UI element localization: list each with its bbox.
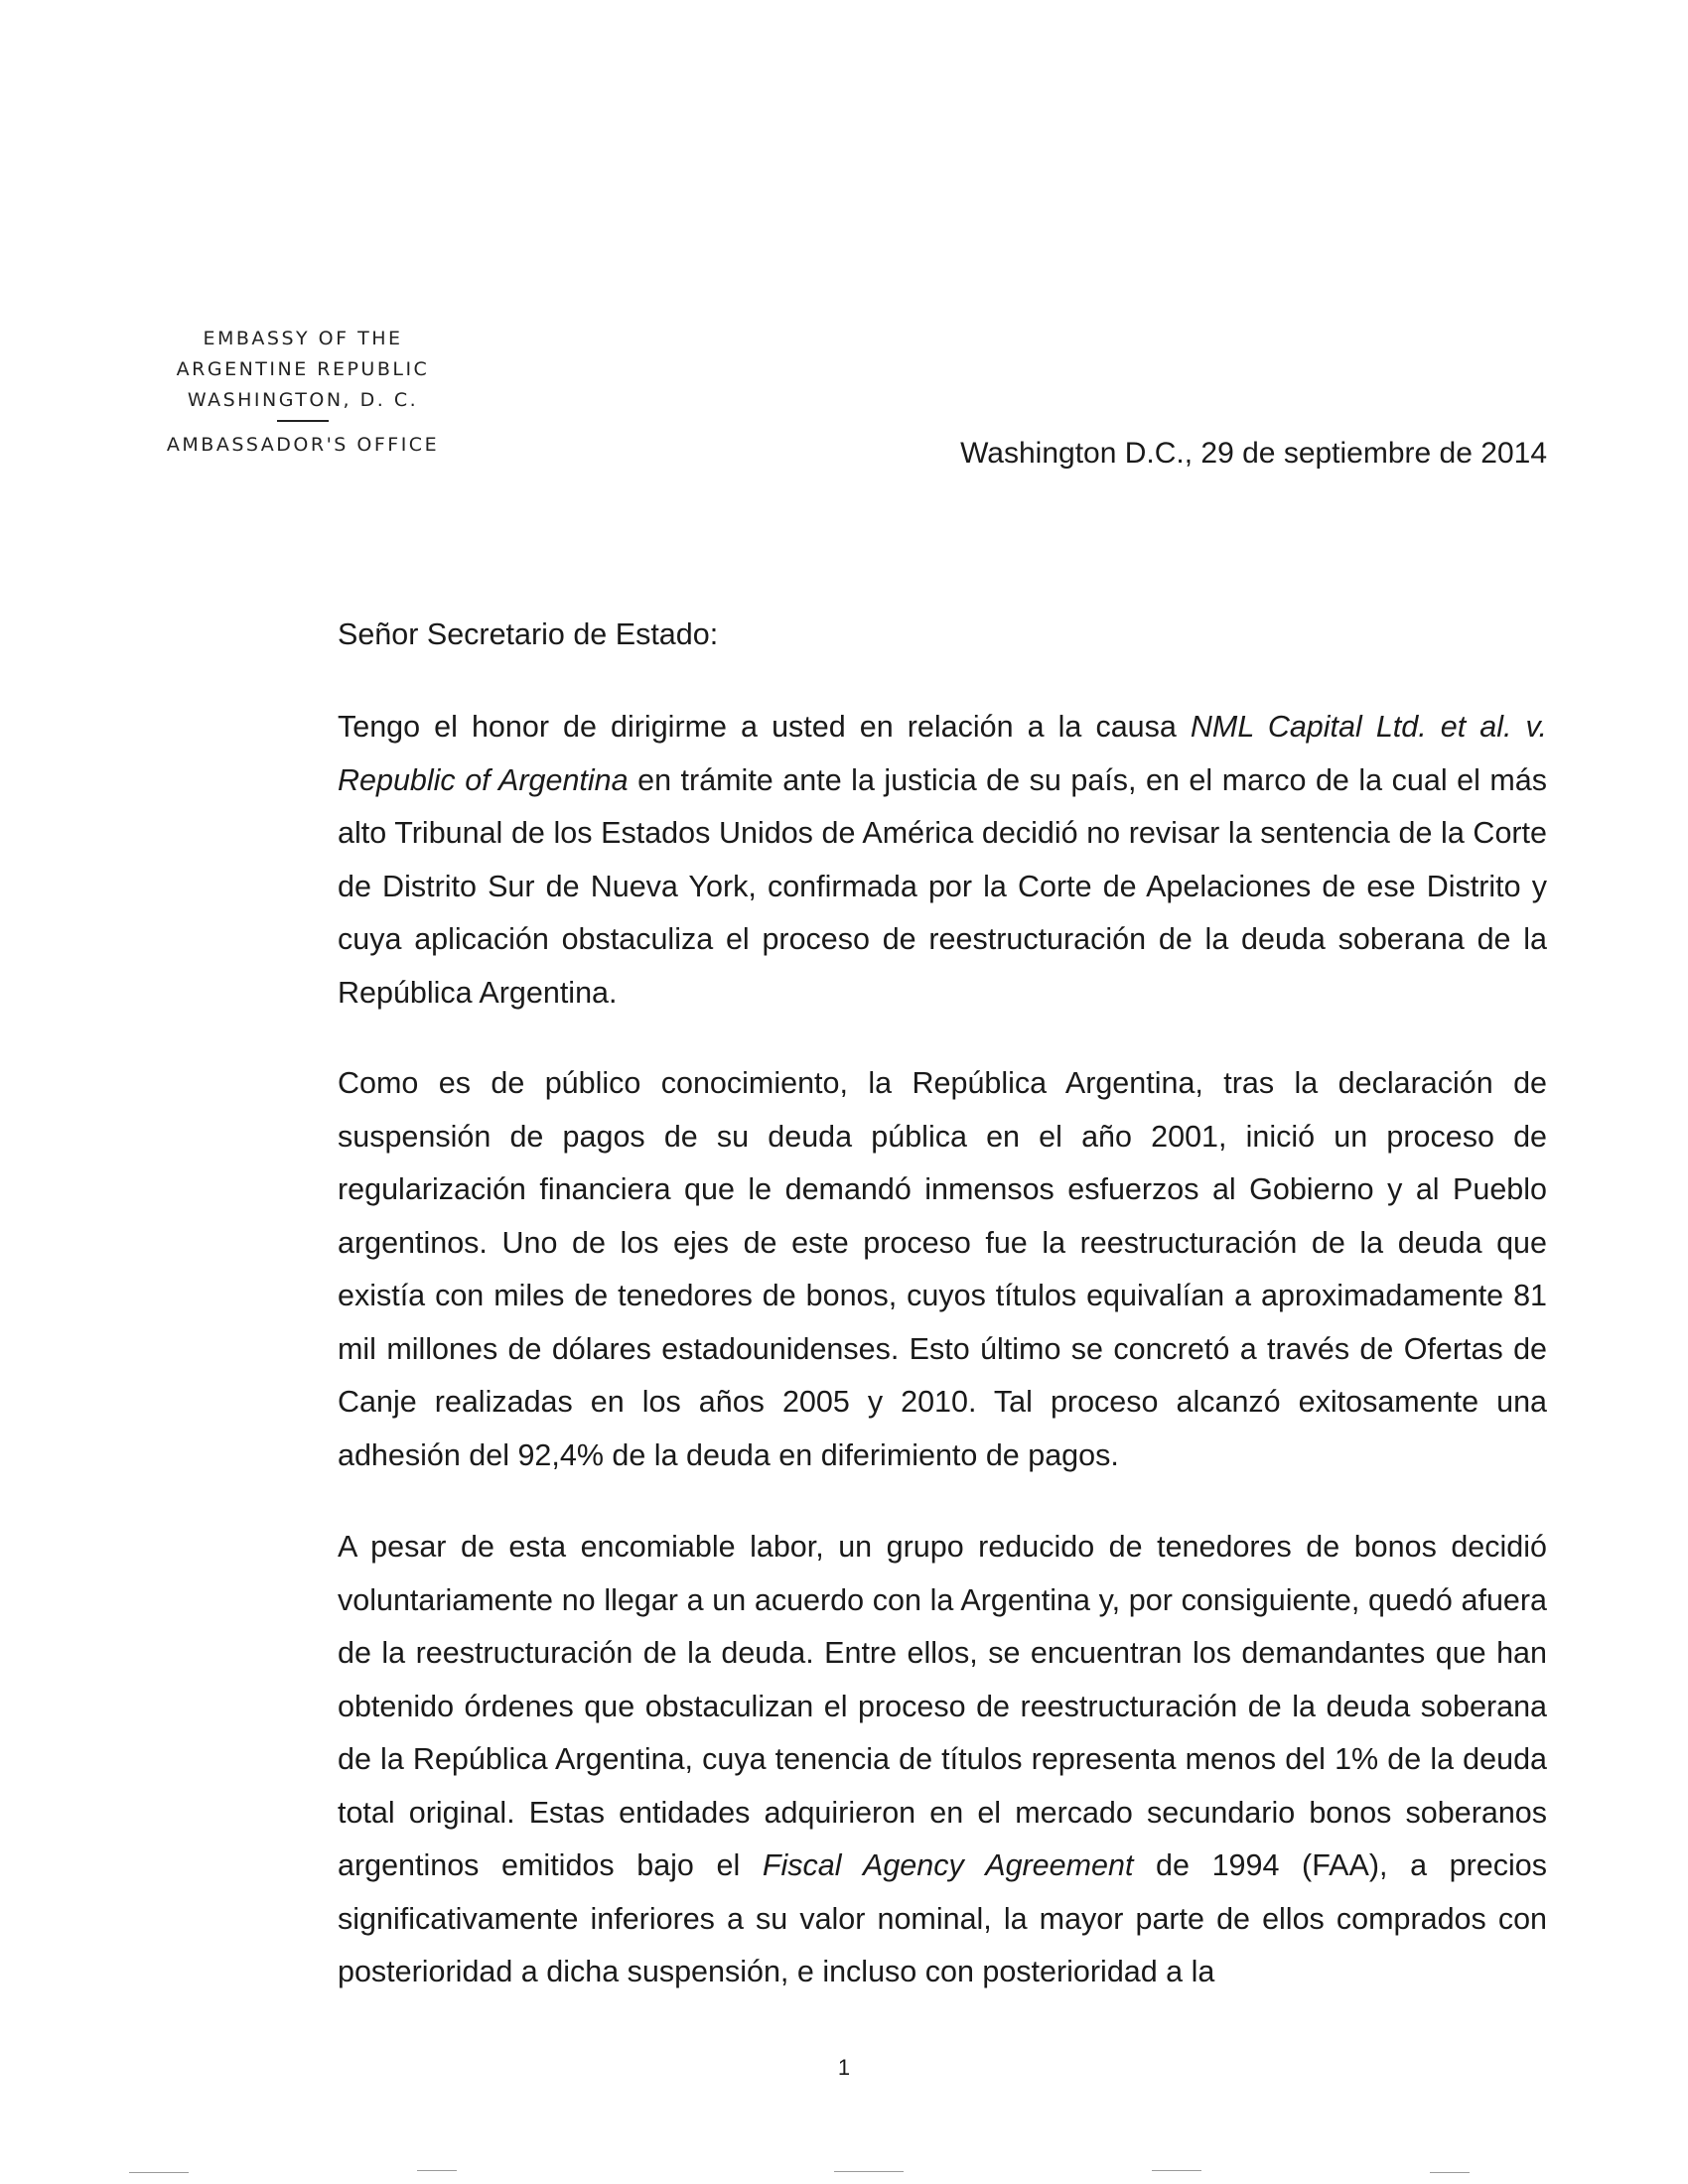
paragraph-1 — [338, 701, 1547, 1020]
scan-artifact — [1430, 2172, 1470, 2173]
letterhead-country: ARGENTINE REPUBLIC — [176, 358, 430, 380]
paragraph-2: Como es de público conocimiento, la República Argentina, tras la declaración de suspensión de pagos de su deuda pública en el año 2001, inició un proceso de regularización financiera que le demandó inmensos esfuerzos al Gobierno y al Pueblo argentinos. Uno de los ejes de este proceso fue la reestructuración de la deuda que existía con miles de tenedores de bonos, cuyos títulos equivalían a aproximadamente 81 mil millones de dólares estadounidenses. Esto último se concretó a través de Ofertas de Canje realizadas en los años 2005 y 2010. Tal proceso alcanzó exitosamente una adhesión del 92,4% de la deuda en diferimiento de pagos. — [338, 1066, 1547, 1472]
letterhead-office: AMBASSADOR'S OFFICE — [166, 434, 440, 456]
letterhead-embassy: EMBASSY OF THE — [203, 328, 403, 349]
letterhead-city: WASHINGTON, D. C. — [187, 389, 419, 411]
agreement-name: Fiscal Agency Agreement — [762, 1848, 1134, 1882]
case-name: NML Capital Ltd. et al. v. Republic of Argentina — [338, 710, 1548, 797]
scan-artifact — [834, 2171, 904, 2172]
paragraph-3-intro: A pesar de esta encomiable labor, un grupo reducido de tenedores de bonos decidió voluntariamente no llegar a un acuerdo con la Argentina y, por consiguiente, quedó afuera de la reestructuración de la deuda. Entre ellos, se encuentran los demandantes que han obtenido órdenes que obstaculizan el proceso de reestructuración de la deuda soberana de la República Argentina, cuya tenencia de títulos representa menos del 1% de la deuda total original. Estas entidades adquirieron en el mercado secundario bonos soberanos argentinos emitidos bajo el — [338, 1530, 1547, 1882]
page-number: 1 — [837, 2055, 851, 2080]
scan-artifact — [417, 2170, 457, 2171]
scan-artifact — [129, 2172, 189, 2173]
paragraph-3 — [338, 1521, 1547, 1999]
letterhead — [139, 324, 467, 458]
salutation: Señor Secretario de Estado: — [338, 617, 719, 651]
paragraph-1-rest: en trámite ante la justicia de su país, en el marco de la cual el más alto Tribunal de los Estados Unidos de América decidió no revisar la sentencia de la Corte de Distrito Sur de Nueva York, confirmada por la Corte de Apelaciones de ese Distrito y cuya aplicación obstaculiza el proceso de reestructuración de la deuda soberana de la República Argentina. — [338, 762, 1548, 1010]
letter-date: Washington D.C., 29 de septiembre de 2014 — [960, 437, 1547, 470]
letterhead-divider — [277, 420, 329, 422]
scan-artifact — [1152, 2170, 1201, 2171]
paragraph-3-rest: de 1994 (FAA), a precios significativamente inferiores a su valor nominal, la mayor parte de ellos comprados con posterioridad a dicha suspensión, e incluso con posterioridad a la — [338, 1848, 1547, 1988]
paragraph-1-intro: Tengo el honor de dirigirme a usted en relación a la causa — [338, 710, 1191, 744]
